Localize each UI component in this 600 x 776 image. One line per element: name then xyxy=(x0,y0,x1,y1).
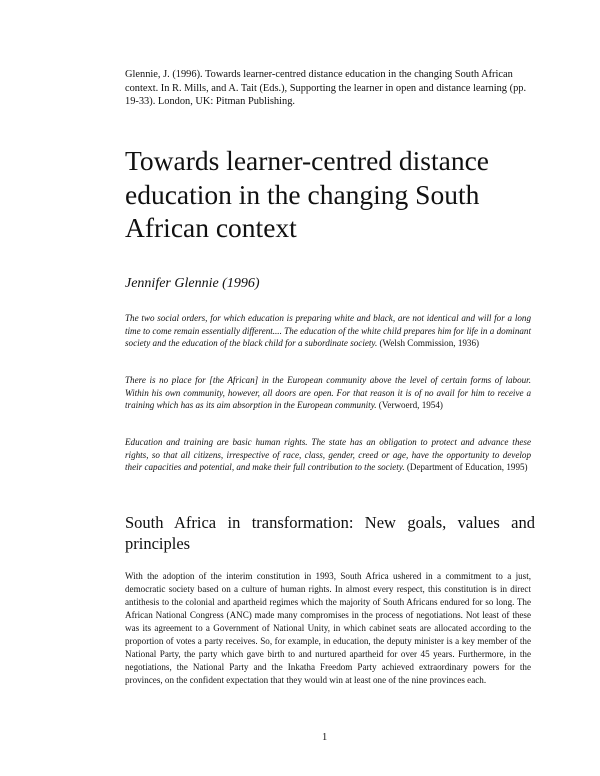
quote-source: (Verwoerd, 1954) xyxy=(376,400,443,411)
epigraph-quote-1 xyxy=(125,312,531,350)
citation: Glennie, J. (1996). Towards learner-centred distance education in the changing South African context. In R. Mills, and A. Tait (Eds.), Supporting the learner in open and distance learning (pp. 19-33). London, UK: Pitman Publishing. xyxy=(125,69,527,107)
epigraph-quote-2 xyxy=(125,374,531,412)
epigraph-quote-3 xyxy=(125,436,531,474)
quote-source: (Department of Education, 1995) xyxy=(404,462,528,473)
section-heading: South Africa in transformation: New goals, values and principles xyxy=(125,513,535,553)
quote-text: Education and training are basic human rights. The state has an obligation to protect and advance these rights, so that all citizens, irrespective of race, class, gender, creed or age, have the opportunity to develop their capacities and potential, and make their full contribution to the society. xyxy=(125,437,531,473)
quote-text: The two social orders, for which education is preparing white and black, are not identical and will for a long time to come remain essentially different.... The education of the white child prepares him for life in a dominant society and the education of the black child for a subordinate society. xyxy=(125,313,531,349)
page-number: 1 xyxy=(322,732,328,743)
quote-text: There is no place for [the African] in the European community above the level of certain forms of labour. Within his own community, however, all doors are open. For that reason it is of no avail for him to receive a training which has as its aim absorption in the European community. xyxy=(125,375,531,411)
author-line: Jennifer Glennie (1996) xyxy=(125,276,260,291)
body-paragraph: With the adoption of the interim constitution in 1993, South Africa ushered in a commitment to a just, democratic society based on a culture of human rights. In almost every respect, this constitution is in direct antithesis to the colonial and apartheid regimes which the majority of South Africans endured for so long. The African National Congress (ANC) made many compromises in the process of negotiations. Not least of these was its agreement to a Government of National Unity, in which cabinet seats are allocated according to the proportion of votes a party receives. So, for example, in education, the deputy minister is a key member of the National Party, the party which gave birth to and nurtured apartheid for over 45 years. Furthermore, in the negotiations, the National Party and the Inkatha Freedom Party achieved extraordinary powers for the provinces, on the confident expectation that they would win at least one of the nine provinces each. xyxy=(125,571,531,685)
quote-source: (Welsh Commission, 1936) xyxy=(377,338,480,349)
document-title: Towards learner-centred distance education in the changing South African context xyxy=(125,145,489,243)
